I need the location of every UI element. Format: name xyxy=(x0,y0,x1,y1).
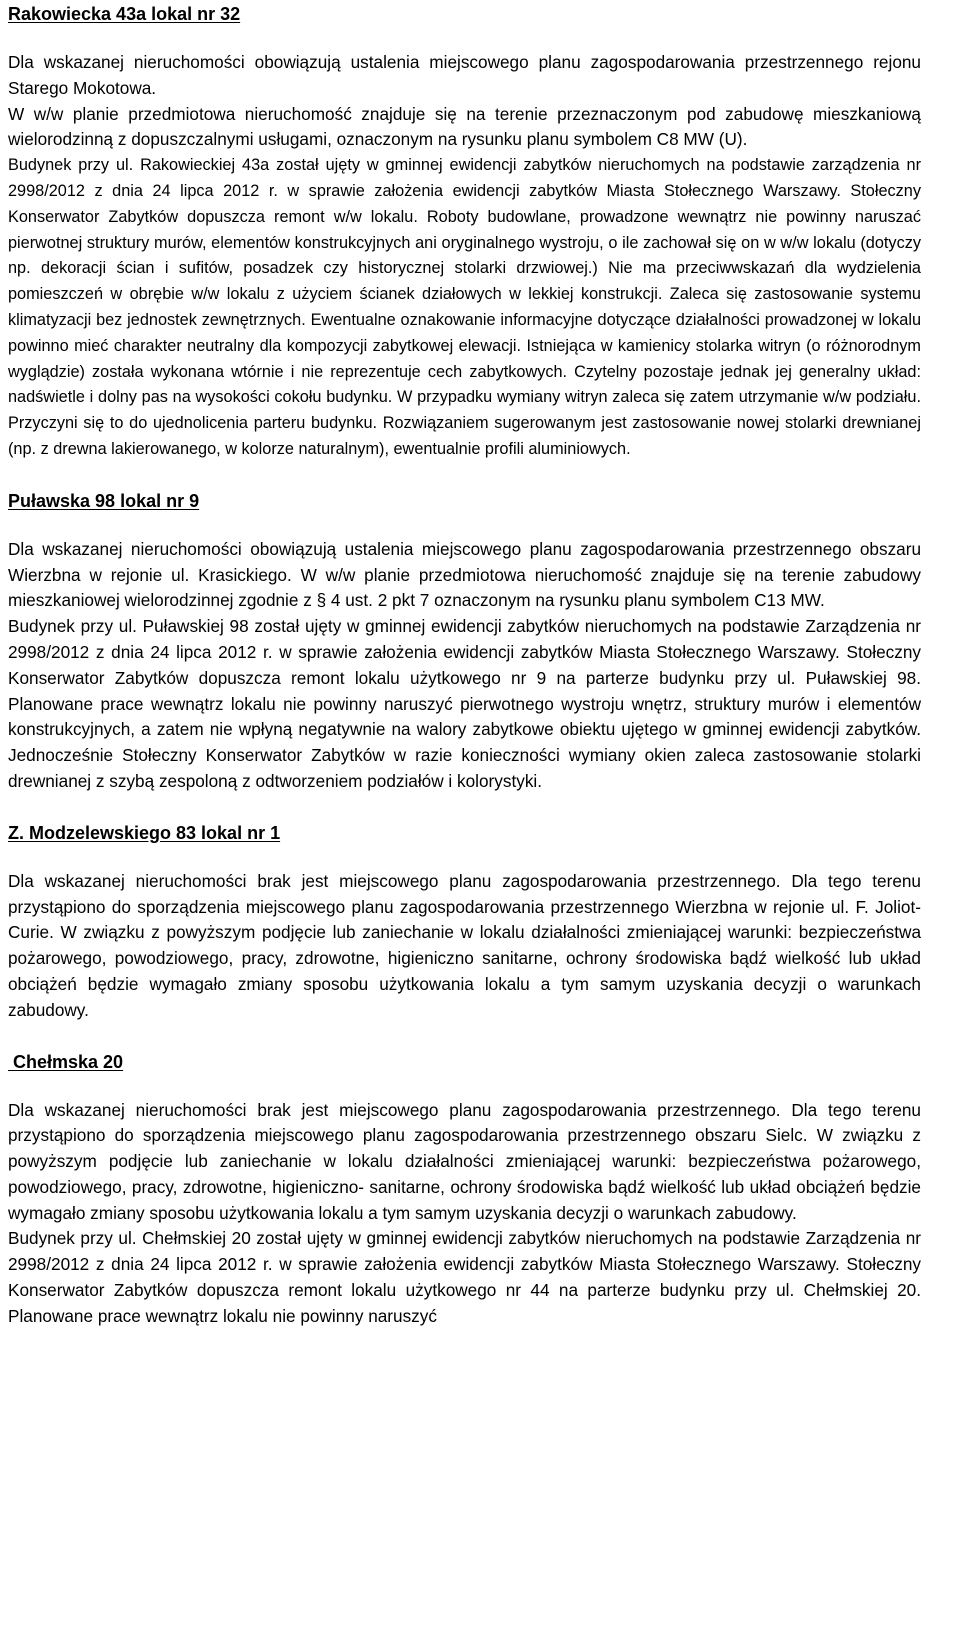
paragraph: Budynek przy ul. Puławskiej 98 został ujęty w gminnej ewidencji zabytków nieruchomych na podstawie Zarządzenia nr 2998/2012 z dnia 24 lipca 2012 r. w sprawie założenia ewidencji zabytków Miasta Stołecznego Warszawy. Stołeczny Konserwator Zabytków dopuszcza remont lokalu użytkowego nr 9 na parterze budynku przy ul. Puławskiej 98. Planowane prace wewnątrz lokalu nie powinny naruszyć pierwotnego wystroju wnętrz, struktury murów i elementów konstrukcyjnych, a zatem nie wpłyną negatywnie na walory zabytkowe obiektu ujętego w gminnej ewidencji zabytków. Jednocześnie Stołeczny Konserwator Zabytków w razie konieczności wymiany okien zaleca zastosowanie stolarki drewnianej z szybą zespoloną z odtworzeniem podziałów i kolorystyki. xyxy=(8,616,921,791)
section-rakowiecka xyxy=(8,0,921,463)
section-heading: Rakowiecka 43a lokal nr 32 xyxy=(8,4,241,24)
paragraph: Dla wskazanej nieruchomości obowiązują ustalenia miejscowego planu zagospodarowania przestrzennego rejonu Starego Mokotowa. xyxy=(8,52,921,98)
section-pulawska xyxy=(8,487,921,795)
paragraph: Budynek przy ul. Rakowieckiej 43a został ujęty w gminnej ewidencji zabytków nieruchomych na podstawie zarządzenia nr 2998/2012 z dnia 24 lipca 2012 r. w sprawie założenia ewidencji zabytków Miasta Stołecznego Warszawy. Stołeczny Konserwator Zabytków dopuszcza remont w/w lokalu. Roboty budowlane, prowadzone wewnątrz nie powinny naruszać pierwotnej struktury murów, elementów konstrukcyjnych ani oryginalnego wystroju, o ile zachował się on w w/w lokalu (dotyczy np. dekoracji ścian i sufitów, posadzek czy historycznej stolarki drzwiowej.) Nie ma przeciwwskazań dla wydzielenia pomieszczeń w obrębie w/w lokalu z użyciem ścianek działowych w lekkiej konstrukcji. Zaleca się zastosowanie systemu klimatyzacji bez jednostek zewnętrznych. Ewentualne oznakowanie informacyjne dotyczące działalności prowadzonej w lokalu powinno mieć charakter neutralny dla kompozycji zabytkowej elewacji. Istniejąca w kamienicy stolarka witryn (o różnorodnym wyglądzie) została wykonana wtórnie i nie reprezentuje cech zabytkowych. Czytelny pozostaje jednak jej generalny układ: nadświetle i dolny pas na wysokości cokołu budynku. W przypadku wymiany witryn zaleca się zatem utrzymanie w/w podziału. Przyczyni się to do ujednolicenia parteru budynku. Rozwiązaniem sugerowanym jest zastosowanie nowej stolarki drewnianej (np. z drewna lakierowanego, w kolorze naturalnym), ewentualnie profili aluminiowych. xyxy=(8,156,921,458)
section-heading: Z. Modzelewskiego 83 lokal nr 1 xyxy=(8,822,281,843)
paragraph: Dla wskazanej nieruchomości brak jest miejscowego planu zagospodarowania przestrzennego. Dla tego terenu przystąpiono do sporządzenia miejscowego planu zagospodarowania przestrzennego obszaru Sielc. W związku z powyższym podjęcie lub zaniechanie w lokalu działalności zmieniającej warunki: bezpieczeństwa pożarowego, powodziowego, pracy, zdrowotne, higieniczno- sanitarne, ochrony środowiska bądź wielkość lub układ obciążeń będzie wymagało zmiany sposobu użytkowania lokalu a tym samym uzyskania decyzji o warunkach zabudowy. xyxy=(8,1099,921,1223)
document-body xyxy=(8,0,921,1330)
section-heading: Chełmska 20 xyxy=(8,1051,124,1072)
paragraph: Budynek przy ul. Chełmskiej 20 został ujęty w gminnej ewidencji zabytków nieruchomych na podstawie Zarządzenia nr 2998/2012 z dnia 24 lipca 2012 r. w sprawie założenia ewidencji zabytków Miasta Stołecznego Warszawy. Stołeczny Konserwator Zabytków dopuszcza remont lokalu użytkowego nr 44 na parterze budynku przy ul. Chełmskiej 20. Planowane prace wewnątrz lokalu nie powinny naruszyć xyxy=(8,1228,921,1326)
section-modzelewskiego xyxy=(8,819,921,1024)
paragraph: W w/w planie przedmiotowa nieruchomość znajduje się na terenie przeznaczonym pod zabudowę mieszkaniową wielorodzinną z dopuszczalnymi usługami, oznaczonym na rysunku planu symbolem C8 MW (U). xyxy=(8,103,921,150)
section-chelmska xyxy=(8,1048,921,1330)
paragraph: Dla wskazanej nieruchomości brak jest miejscowego planu zagospodarowania przestrzennego. Dla tego terenu przystąpiono do sporządzenia miejscowego planu zagospodarowania przestrzennego Wierzbna w rejonie ul. F. Joliot- Curie. W związku z powyższym podjęcie lub zaniechanie w lokalu działalności zmieniającej warunki: bezpieczeństwa pożarowego, powodziowego, pracy, zdrowotne, higieniczno sanitarne, ochrony środowiska bądź wielkość lub układ obciążeń będzie wymagało zmiany sposobu użytkowania lokalu a tym samym uzyskania decyzji o warunkach zabudowy. xyxy=(8,870,921,1020)
paragraph: Dla wskazanej nieruchomości obowiązują ustalenia miejscowego planu zagospodarowania przestrzennego obszaru Wierzbna w rejonie ul. Krasickiego. W w/w planie przedmiotowa nieruchomość znajduje się na terenie zabudowy mieszkaniowej wielorodzinnej zgodnie z § 4 ust. 2 pkt 7 oznaczonym na rysunku planu symbolem C13 MW. xyxy=(8,538,921,611)
section-heading: Puławska 98 lokal nr 9 xyxy=(8,490,200,511)
